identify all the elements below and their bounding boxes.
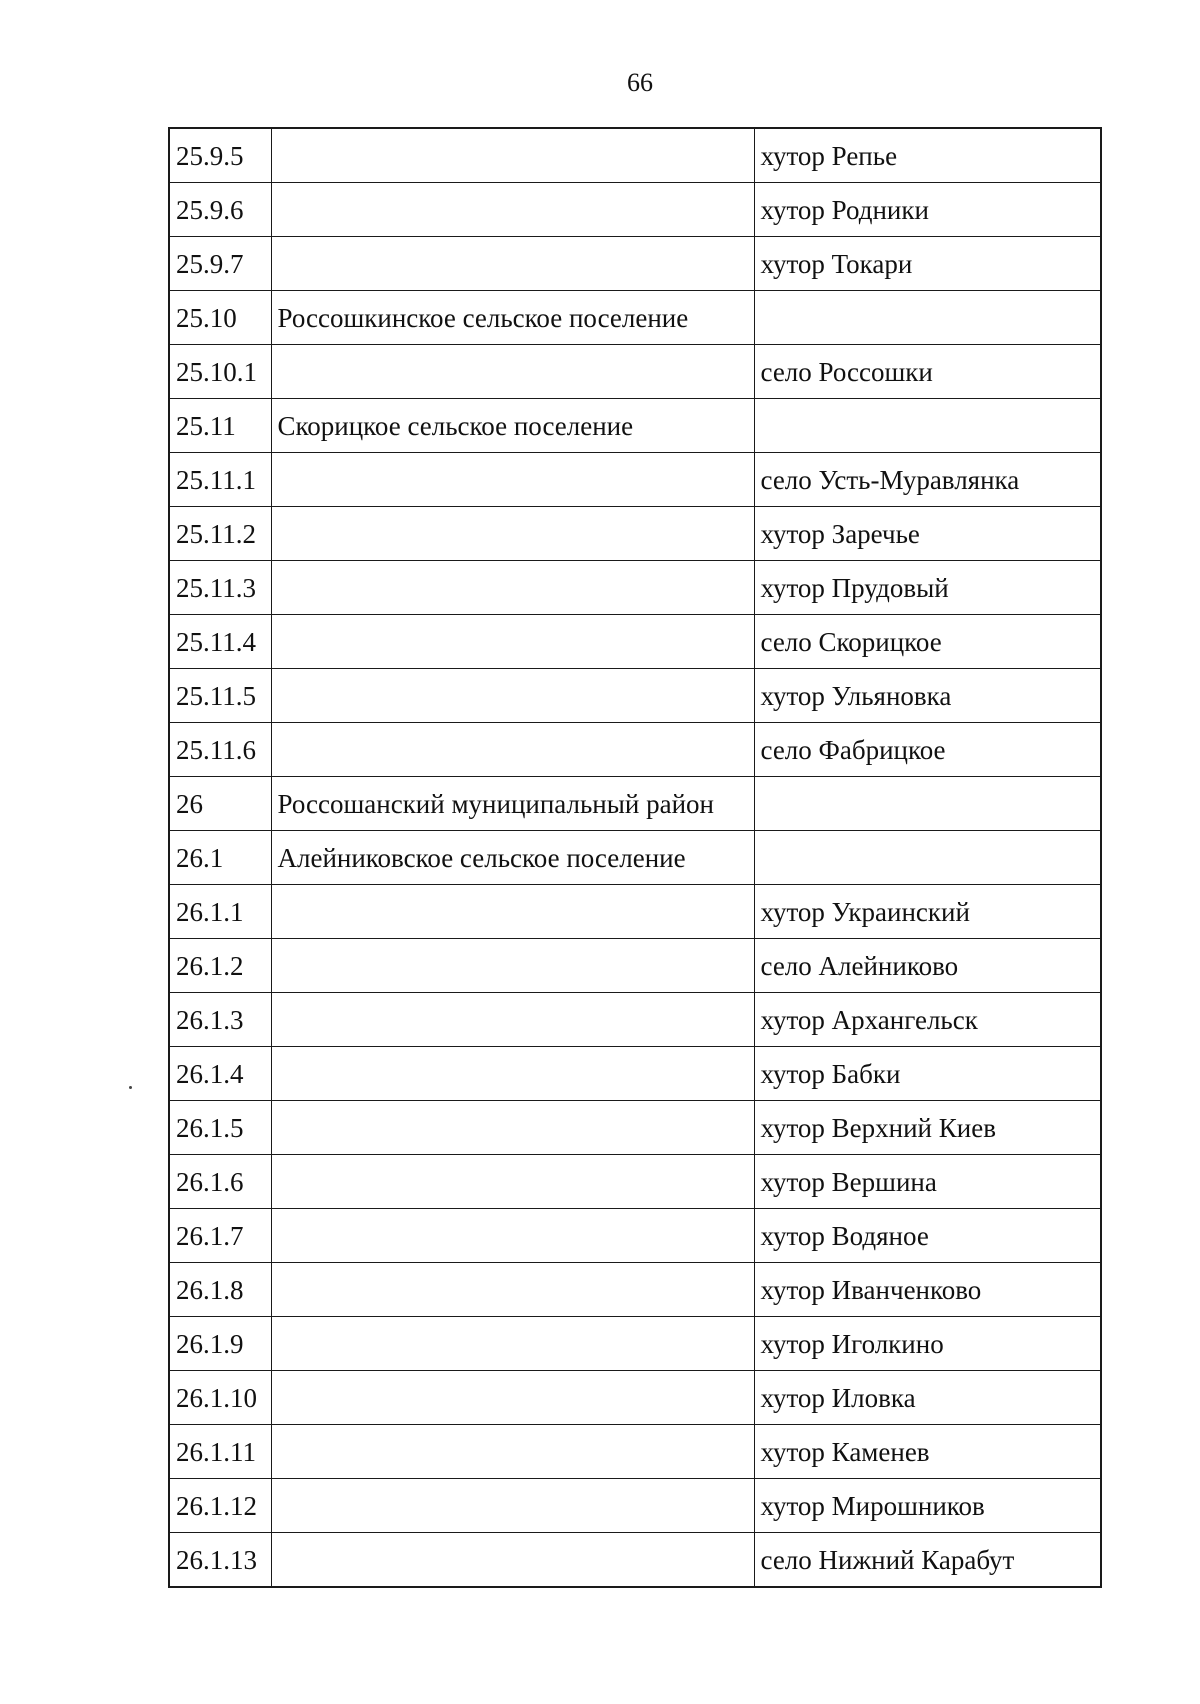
table-row — [169, 669, 1101, 723]
admin-area-cell — [271, 1533, 754, 1588]
settlement-cell: село Скорицкое — [754, 615, 1101, 669]
table-row — [169, 128, 1101, 183]
admin-area-cell — [271, 993, 754, 1047]
admin-area-cell — [271, 1371, 754, 1425]
settlement-cell: село Фабрицкое — [754, 723, 1101, 777]
admin-area-cell — [271, 345, 754, 399]
table-row — [169, 1533, 1101, 1588]
settlement-cell: хутор Репье — [754, 128, 1101, 183]
table-row — [169, 1263, 1101, 1317]
row-number-cell: 25.11.2 — [169, 507, 271, 561]
admin-area-cell — [271, 453, 754, 507]
table-body — [169, 128, 1101, 1587]
settlement-cell: хутор Заречье — [754, 507, 1101, 561]
row-number-cell: 25.11.5 — [169, 669, 271, 723]
settlement-cell: хутор Верхний Киев — [754, 1101, 1101, 1155]
settlement-cell: хутор Вершина — [754, 1155, 1101, 1209]
row-number-cell: 26.1.13 — [169, 1533, 271, 1588]
table-row — [169, 561, 1101, 615]
row-number-cell: 25.10.1 — [169, 345, 271, 399]
settlement-cell — [754, 291, 1101, 345]
row-number-cell: 26.1.7 — [169, 1209, 271, 1263]
settlement-cell — [754, 777, 1101, 831]
settlement-cell: хутор Мирошников — [754, 1479, 1101, 1533]
settlement-cell: хутор Архангельск — [754, 993, 1101, 1047]
table-row — [169, 1317, 1101, 1371]
admin-area-cell — [271, 669, 754, 723]
table-row — [169, 237, 1101, 291]
table-row — [169, 291, 1101, 345]
table-row — [169, 183, 1101, 237]
admin-area-cell — [271, 1425, 754, 1479]
table-row — [169, 1101, 1101, 1155]
table-row — [169, 1371, 1101, 1425]
row-number-cell: 26.1.2 — [169, 939, 271, 993]
row-number-cell: 26.1.3 — [169, 993, 271, 1047]
table-row — [169, 993, 1101, 1047]
settlement-cell: село Россошки — [754, 345, 1101, 399]
admin-area-cell — [271, 939, 754, 993]
table-row — [169, 939, 1101, 993]
table-row — [169, 615, 1101, 669]
admin-area-cell: Россошанский муниципальный район — [271, 777, 754, 831]
row-number-cell: 25.9.7 — [169, 237, 271, 291]
table-row — [169, 1209, 1101, 1263]
admin-area-cell — [271, 615, 754, 669]
table-row — [169, 777, 1101, 831]
row-number-cell: 25.11 — [169, 399, 271, 453]
admin-area-cell — [271, 128, 754, 183]
row-number-cell: 25.11.6 — [169, 723, 271, 777]
admin-area-cell — [271, 237, 754, 291]
admin-area-cell: Россошкинское сельское поселение — [271, 291, 754, 345]
table-row — [169, 1047, 1101, 1101]
admin-area-cell — [271, 1479, 754, 1533]
settlement-cell: хутор Родники — [754, 183, 1101, 237]
settlement-cell: хутор Украинский — [754, 885, 1101, 939]
table-row — [169, 885, 1101, 939]
table-row — [169, 507, 1101, 561]
settlement-cell: хутор Прудовый — [754, 561, 1101, 615]
settlement-cell — [754, 831, 1101, 885]
row-number-cell: 25.9.6 — [169, 183, 271, 237]
settlement-cell: село Усть-Муравлянка — [754, 453, 1101, 507]
settlement-cell — [754, 399, 1101, 453]
settlements-table — [168, 127, 1102, 1588]
settlement-cell: хутор Бабки — [754, 1047, 1101, 1101]
row-number-cell: 26.1.9 — [169, 1317, 271, 1371]
admin-area-cell: Алейниковское сельское поселение — [271, 831, 754, 885]
admin-area-cell — [271, 183, 754, 237]
row-number-cell: 26 — [169, 777, 271, 831]
row-number-cell: 26.1.11 — [169, 1425, 271, 1479]
row-number-cell: 25.11.3 — [169, 561, 271, 615]
scan-speck — [129, 1086, 132, 1089]
page-number: 66 — [627, 68, 653, 97]
table-row — [169, 831, 1101, 885]
row-number-cell: 25.11.1 — [169, 453, 271, 507]
settlement-cell: село Алейниково — [754, 939, 1101, 993]
settlement-cell: хутор Водяное — [754, 1209, 1101, 1263]
row-number-cell: 26.1.8 — [169, 1263, 271, 1317]
admin-area-cell — [271, 1047, 754, 1101]
row-number-cell: 26.1.10 — [169, 1371, 271, 1425]
row-number-cell: 25.10 — [169, 291, 271, 345]
row-number-cell: 25.11.4 — [169, 615, 271, 669]
admin-area-cell — [271, 1155, 754, 1209]
settlement-cell: село Нижний Карабут — [754, 1533, 1101, 1588]
admin-area-cell — [271, 885, 754, 939]
settlement-cell: хутор Иванченково — [754, 1263, 1101, 1317]
admin-area-cell — [271, 723, 754, 777]
table-row — [169, 1425, 1101, 1479]
table-row — [169, 1155, 1101, 1209]
row-number-cell: 26.1.6 — [169, 1155, 271, 1209]
admin-area-cell — [271, 507, 754, 561]
table-row — [169, 345, 1101, 399]
table-row — [169, 453, 1101, 507]
admin-area-cell — [271, 1101, 754, 1155]
settlement-cell: хутор Ульяновка — [754, 669, 1101, 723]
settlement-cell: хутор Каменев — [754, 1425, 1101, 1479]
admin-area-cell: Скорицкое сельское поселение — [271, 399, 754, 453]
row-number-cell: 26.1.4 — [169, 1047, 271, 1101]
table-row — [169, 399, 1101, 453]
admin-area-cell — [271, 561, 754, 615]
row-number-cell: 26.1 — [169, 831, 271, 885]
admin-area-cell — [271, 1209, 754, 1263]
admin-area-cell — [271, 1317, 754, 1371]
settlement-cell: хутор Токари — [754, 237, 1101, 291]
row-number-cell: 26.1.1 — [169, 885, 271, 939]
settlement-cell: хутор Иголкино — [754, 1317, 1101, 1371]
table-row — [169, 723, 1101, 777]
table-row — [169, 1479, 1101, 1533]
admin-area-cell — [271, 1263, 754, 1317]
settlement-cell: хутор Иловка — [754, 1371, 1101, 1425]
row-number-cell: 26.1.12 — [169, 1479, 271, 1533]
row-number-cell: 26.1.5 — [169, 1101, 271, 1155]
row-number-cell: 25.9.5 — [169, 128, 271, 183]
